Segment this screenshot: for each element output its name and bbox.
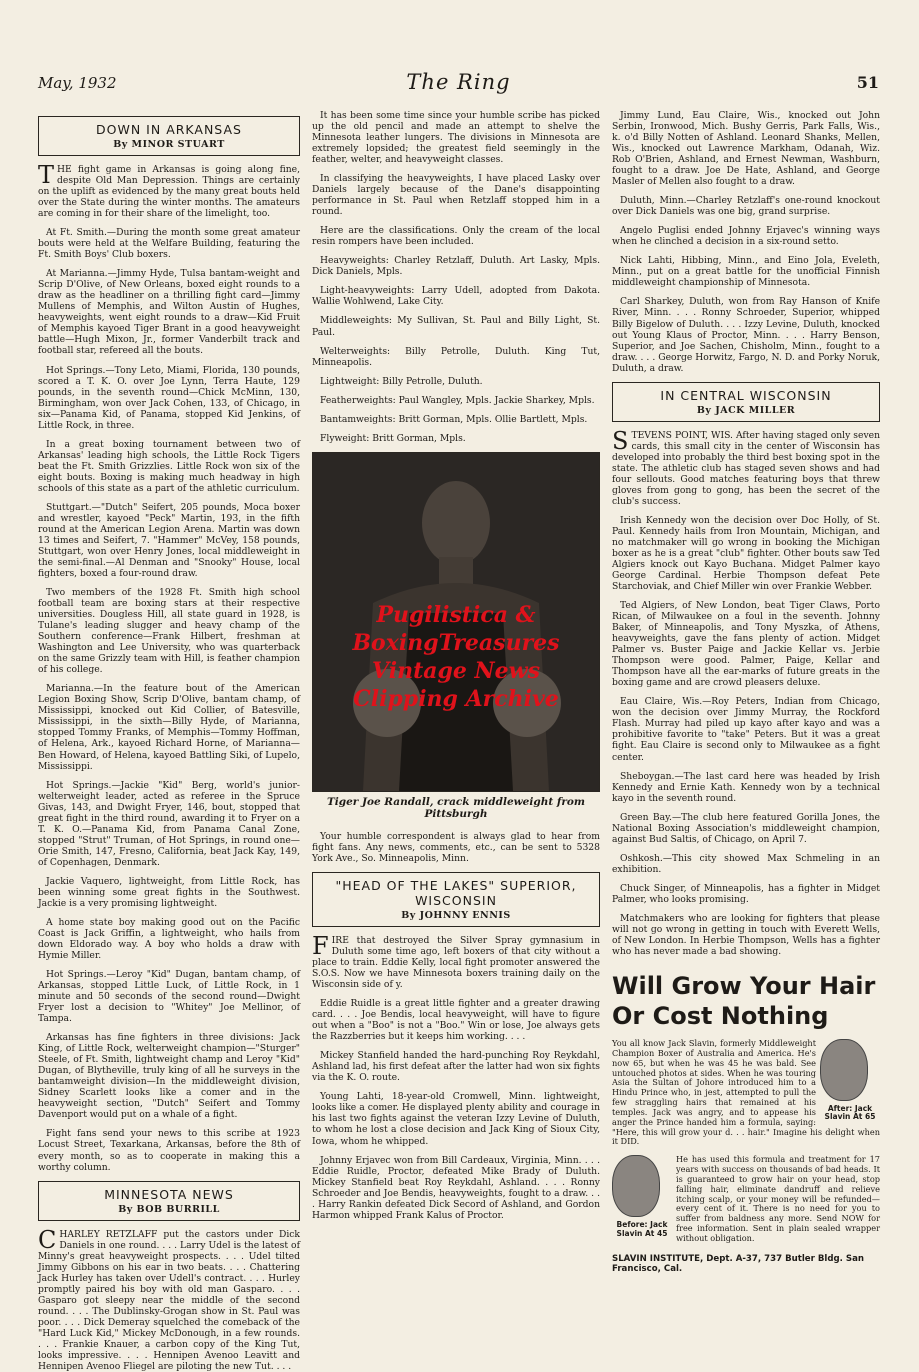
- article-paragraph: Hot Springs.—Leroy "Kid" Dugan, bantam champ, of Arkansas, stopped Little Luck, of Little Rock, in 1 minute and 50 seconds of the second round—Dwight Fryer lost a decision to "Whitey" Joe Mellinor, of Tampa.: [38, 969, 300, 1025]
- central-body: [612, 426, 880, 957]
- ad-headline: [612, 971, 880, 1031]
- hair-advertisement: [612, 971, 880, 1274]
- superior-heading-box: [312, 872, 600, 927]
- article-paragraph: Arkansas has fine fighters in three divisions: Jack King, of Little Rock, welterweight champion—"Sturger" Steele, of Ft. Smith, lightweight champ and Leroy "Kid" Dugan, of Blytheville, truly king of all he surveys in the bantamweight division—In the middleweight division, Sidney Scarlett looks like a comer and in the heavyweight section, "Dutch" Seifert and Tommy Davenport would put on a whale of a fight.: [38, 1032, 300, 1121]
- article-paragraph: Green Bay.—The club here featured Gorilla Jones, the National Boxing Association's middleweight champion, against Bud Saltis, of Chicago, on April 7.: [612, 811, 880, 845]
- ad-headline-line: Or Cost Nothing: [612, 1001, 829, 1030]
- magazine-title: The Ring: [406, 70, 511, 94]
- article-paragraph: Bantamweights: Britt Gorman, Mpls. Ollie Bartlett, Mpls.: [320, 413, 588, 425]
- before-portrait-image: [612, 1155, 660, 1217]
- article-paragraph: Eddie Ruidle is a great little fighter and a greater drawing card. . . . Joe Bendis, local heavyweight, will have to figure out when a "Boo" is not a "Boo." Win or lose, Joe always gets the Razzberries but it keeps him working. . . .: [312, 998, 600, 1043]
- ad-signature: SLAVIN INSTITUTE, Dept. A-37, 737 Butler Bldg. San Francisco, Cal.: [612, 1253, 865, 1274]
- article-paragraph: Jimmy Lund, Eau Claire, Wis., knocked out John Serbin, Ironwood, Mich. Bushy Gerris, Park Falls, Wis., k. o'd Billy Notten of Ashland. Leonard Shanks, Mellen, Wis., knocked out Lawrence Markham, Odanah, Wiz. Rob O'Brien, Ashland, and Ernest Newman, Washburn, fought to a draw. Joe De Hate, Ashland, and George Masler of Mellen also fought to a draw.: [612, 110, 880, 188]
- article-paragraph: Matchmakers who are looking for fighters that please will not go wrong in getting in touch with Everett Wells, of New London. In Herbie Thompson, Wells has a fighter who has never made a bad showing.: [612, 912, 880, 957]
- issue-date: May, 1932: [38, 74, 117, 92]
- page-header: [38, 70, 879, 98]
- superior-byline: By JOHNNY ENNIS: [401, 910, 511, 921]
- article-paragraph: Here are the classifications. Only the cream of the local resin rompers have been included.: [312, 225, 600, 248]
- article-paragraph: Carl Sharkey, Duluth, won from Ray Hanson of Knife River, Minn. . . . Ronny Schroeder, Superior, whipped Billy Bigelow of Duluth. . . . Izzy Levine, Duluth, knocked out Young Klaus of Proctor, Minn. . . . Harry Benson, Superior, and Joe Sachen, Chisholm, Minn., fought to a draw. . . . George Horwitz, Fargo, N. D. and Porky Noruk, Duluth, a draw.: [612, 296, 880, 374]
- arkansas-byline: By MINOR STUART: [113, 139, 225, 150]
- minnesota-title: MINNESOTA NEWS: [104, 1186, 234, 1202]
- article-paragraph: Angelo Puglisi ended Johnny Erjavec's winning ways when he clinched a decision in a six-round setto.: [612, 225, 880, 248]
- article-paragraph: Two members of the 1928 Ft. Smith high school football team are boxing stars at their respective universities. Dougless Hill, all state guard in 1928, is Tulane's leading slugger and heavy champ of the Southern conference—Frank Hilbert, freshman at Washington and Lee University, who was quarterback on the same Grizzly team with Hill, is feather champion of his college.: [38, 587, 300, 676]
- article-paragraph: Duluth, Minn.—Charley Retzlaff's one-round knockout over Dick Daniels was one big, grand surprise.: [612, 195, 880, 218]
- article-paragraph: Oshkosh.—This city showed Max Schmeling in an exhibition.: [612, 852, 880, 875]
- after-portrait-image: [820, 1039, 868, 1101]
- article-paragraph: FIRE that destroyed the Silver Spray gymnasium in Duluth some time ago, left boxers of that city without a place to train. Eddie Kelly, local fight promoter answered the S.O.S. Now we have Minnesota boxers training daily on the Wisconsin side of y.: [312, 932, 600, 991]
- central-byline: By JACK MILLER: [696, 404, 796, 416]
- minnesota-closing: Your humble correspondent is always glad to hear from fight fans. Any news, comments, etc., can be sent to 5328 York Ave., So. Minneapolis, Minn.: [312, 830, 600, 864]
- article-paragraph: Hot Springs.—Tony Leto, Miami, Florida, 130 pounds, scored a T. K. O. over Joe Lynn, Terra Haute, 129 pounds, in the seventh round—Chick McMinn, 130, Birmingham, won over Jack Cohen, 133, of Chicago, in six—Panama Kid, of Panama, stopped Kid Jenkins, of Little Rock, in three.: [38, 364, 300, 431]
- before-portrait-block: [612, 1155, 672, 1238]
- article-paragraph: Nick Lahti, Hibbing, Minn., and Eino Jola, Eveleth, Minn., put on a great battle for the unofficial Finnish middleweight championship of Minnesota.: [612, 255, 880, 289]
- article-paragraph: Welterweights: Billy Petrolle, Duluth. King Tut, Minneapolis.: [312, 345, 600, 368]
- article-paragraph: Light-heavyweights: Larry Udell, adopted from Dakota. Wallie Wohlwend, Lake City.: [312, 285, 600, 308]
- ad-body-2: He has used this formula and treatment for 17 years with success on thousands of bad heads. It is guaranteed to grow hair on your head, stop falling hair, eliminate dandruff and relieve itching scalp, or your money will be refunded—every cent of it. There is no need for you to suffer from baldness any more. Send NOW for free information. Sent in plain sealed wrapper without obligation.: [676, 1154, 880, 1243]
- article-paragraph: Johnny Erjavec won from Bill Cardeaux, Virginia, Minn. . . . Eddie Ruidle, Proctor, defeated Mike Brady of Duluth. Mickey Stanfield beat Roy Reykdahl, Ashland. . . . Ronny Schroeder and Joe Bendis, heavyweights, fought to a draw. . . . Harry Rankin defeated Dick Secord of Ashland, and Gordon Harmon whipped Frank Kalus of Proctor.: [312, 1154, 600, 1221]
- article-paragraph: THE fight game in Arkansas is going along fine, despite Old Man Depression. Things are certainly on the uplift as evidenced by the many great bouts held over the State during the winter months. The amateurs are coming in for their share of the limelight, too.: [38, 161, 300, 220]
- page-number: 51: [856, 73, 879, 92]
- ad-body-row: [612, 1039, 880, 1252]
- arkansas-heading-box: [38, 116, 300, 156]
- column-left: [38, 110, 300, 1372]
- article-paragraph: Marianna.—In the feature bout of the American Legion Boxing Show, Scrip D'Olive, bantam champ, of Mississippi, knocked out Kid Collier, of Batesville, Mississippi, in the sixth—Billy Hyde, of Marianna, stopped Tommy Franks, of Memphis—Tommy Hoffman, of Helena, Ark., kayoed Richard Horne, of Marianna—Ben Howard, of Helena, kayoed Battling Siki, of Lupelo, Mississippi.: [38, 683, 300, 772]
- article-paragraph: Featherweights: Paul Wangley, Mpls. Jackie Sharkey, Mpls.: [320, 394, 595, 406]
- article-paragraph: In a great boxing tournament between two of Arkansas' leading high schools, the Little Rock Tigers beat the Ft. Smith Grizzlies. Little Rock won six of the eight bouts. Boxing is making much headway in high schools of this state as a part of the athletic curriculum.: [38, 438, 300, 494]
- watermark-line: Vintage News: [372, 657, 540, 684]
- article-paragraph: Lightweight: Billy Petrolle, Duluth.: [320, 375, 483, 387]
- column-middle: [312, 110, 600, 1300]
- after-portrait-label: After: Jack Slavin At 65: [824, 1103, 876, 1122]
- article-paragraph: Eau Claire, Wis.—Roy Peters, Indian from Chicago, won the decision over Jimmy Murray, the Rockford Flash. Murray had piled up kayo after kayo and was a prohibitive favorite to "take" Peters. But it was a great fight. Eau Claire is second only to Milwaukee as a fight center.: [612, 696, 880, 763]
- photo-caption: Tiger Joe Randall, crack middleweight from Pittsburgh: [326, 795, 585, 821]
- central-heading-box: [612, 382, 880, 422]
- watermark-overlay: [313, 601, 599, 713]
- watermark-line: Pugilistica &: [376, 601, 536, 628]
- article-paragraph: Ted Algiers, of New London, beat Tiger Claws, Porto Rican, of Milwaukee on a foul in the seventh. Johnny Baker, of Minneapolis, and Tony Myszka, of Athens, heavyweights, gave the fans plenty of action. Midget Palmer vs. Buster Paige and Jackie Kellar vs. Jerbie Thompson were good. Palmer, Paige, Kellar and Thompson have all the ear-marks of future greats in the boxing game and are crowd pleasers deluxe.: [612, 600, 880, 689]
- article-paragraph: STEVENS POINT, WIS. After having staged only seven cards, this small city in the center of Wisconsin has developed into probably the third best boxing spot in the state. The athletic club has staged seven shows and had four sellouts. Good matches featuring boys that threw gloves from gong to gong, has been the secret of the club's success.: [612, 426, 880, 507]
- article-paragraph: Chuck Singer, of Minneapolis, has a fighter in Midget Palmer, who looks promising.: [612, 882, 880, 905]
- article-paragraph: Flyweight: Britt Gorman, Mpls.: [320, 432, 466, 444]
- article-paragraph: Mickey Stanfield handed the hard-punching Roy Reykdahl, Ashland lad, his first defeat after the latter had won six fights via the K. O. route.: [312, 1050, 600, 1084]
- column-right: [612, 110, 880, 1305]
- watermark-line: BoxingTreasures: [352, 629, 560, 656]
- minnesota-body: [312, 110, 600, 444]
- arkansas-body: [38, 161, 300, 1173]
- superior-title: "HEAD OF THE LAKES" SUPERIOR, WISCONSIN: [335, 878, 577, 908]
- watermark-line: Clipping Archive: [353, 685, 559, 712]
- article-paragraph: Sheboygan.—The last card here was headed by Irish Kennedy and Ernie Kath. Kennedy won by a technical kayo in the seventh round.: [612, 770, 880, 804]
- before-portrait-label: Before: Jack Slavin At 45: [616, 1220, 668, 1238]
- minnesota-heading-box: [38, 1181, 300, 1221]
- article-paragraph: Jackie Vaquero, lightweight, from Little Rock, has been winning some great fights in the Southwest. Jackie is a very promising lightweight.: [38, 875, 300, 909]
- article-paragraph: Middleweights: My Sullivan, St. Paul and Billy Light, St. Paul.: [312, 315, 600, 338]
- arkansas-title: DOWN IN ARKANSAS: [96, 122, 242, 137]
- ad-headline-line: Will Grow Your Hair: [612, 971, 876, 1000]
- after-portrait-block: [820, 1039, 880, 1122]
- article-paragraph: It has been some time since your humble scribe has picked up the old pencil and made an attempt to shelve the Minnesota leather lungers. The divisions in Minnesota are extremely lopsided; the greatest field seemingly in the feather, welter, and heavyweight classes.: [312, 110, 600, 166]
- article-paragraph: At Ft. Smith.—During the month some great amateur bouts were held at the Welfare Building, featuring the Ft. Smith Boys' Club boxers.: [38, 227, 300, 261]
- article-paragraph: Young Lahti, 18-year-old Cromwell, Minn. lightweight, looks like a comer. He displayed plenty ability and courage in his last two fights against the veteran Izzy Levine of Duluth, to whom he lost a close decision and Jack King of Sioux City, Iowa, whom he whipped.: [312, 1091, 600, 1147]
- article-paragraph: At Marianna.—Jimmy Hyde, Tulsa bantam-weight and Scrip D'Olive, of New Orleans, boxed eight rounds to a draw as the headliner on a thrilling fight card—Jimmy Mullens of Memphis, and Wilton Austin of Hughes, heavyweights, went eight rounds to a draw—Kid Fruit of Memphis kayoed Tiger Brant in a good heavyweight battle—Hugh Mixon, Jr., former Vanderbilt track and football star, refereed all the bouts.: [38, 268, 300, 357]
- boxer-photo: [312, 452, 600, 792]
- article-paragraph: Heavyweights: Charley Retzlaff, Duluth. Art Lasky, Mpls. Dick Daniels, Mpls.: [312, 255, 600, 278]
- central-title: IN CENTRAL WISCONSIN: [660, 387, 832, 403]
- article-paragraph: A home state boy making good out on the Pacific Coast is Jack Griffin, a lightweight, who hails from down Eldorado way. A boy who holds a draw with Hymie Miller.: [38, 916, 300, 961]
- article-paragraph: Irish Kennedy won the decision over Doc Holly, of St. Paul. Kennedy hails from Iron Mountain, Michigan, and no matchmaker will go wrong in booking the Michigan boxer as he is a great "club" fighter. Other bouts saw Ted Algiers knock out Kayo Buchana. Midget Palmer kayo George Cardinal. Herbie Thompson defeat Pete Starchoviak, and Chief Miller win over Frankie Webber.: [612, 514, 880, 593]
- article-paragraph: Stuttgart.—"Dutch" Seifert, 205 pounds, Moca boxer and wrestler, kayoed "Peck" Martin, 193, in the fifth round at the American Legion Arena. Martin was down 13 times and Seifert, 7. "Hammer" McVey, 158 pounds, Stuttgart, won over Henry Jones, local middleweight in the semi-final.—Al Denman and "Snooky" House, local fighters, boxed a four-round draw.: [38, 501, 300, 580]
- superior-body: [312, 932, 600, 1221]
- ad-body: You all know Jack Slavin, formerly Middleweight Champion Boxer of Australia and America. He's now 65, but when he was 45 he was bald. See untouched photos at sides. When he was touring Asia the Sultan of Johore introduced him to a Hindu Prince who, in jest, attempted to pull the few straggling hairs that remained at his temples. Jack was angry, and to appease his anger the Prince handed him a formula, saying: "Here, this will grow your d. . . hair." Imagine his delight when it DID.: [612, 1037, 880, 1147]
- minnesota-lead-paragraph: CHARLEY RETZLAFF put the castors under Dick Daniels in one round. . . . Larry Udel is the latest of Minny's great heavyweight prospects. . . . Udel tilted Jimmy Gibbons on his ear in two beats. . . . Chattering Jack Hurley has taken over Udell's contract. . . . Hurley promptly paired his boy with old man Gasparo. . . . Gasparo got sleepy near the middle of the second round. . . . The Dublinsky-Grogan show in St. Paul was poor. . . . Dick Demeray squelched the comeback of the "Hard Luck Kid," Mickey McDonough, in a few rounds. . . . Frankie Knauer, a carbon copy of the King Tut, looks impressive. . . . Hennipen Avenoo Leavitt and Hennipen Avenoo Fliegel are piloting the new Tut. . . .: [38, 1225, 300, 1372]
- article-paragraph: Hot Springs.—Jackie "Kid" Berg, world's junior-welterweight leader, acted as referee in the Spruce Givas, 143, and Dwight Fryer, 146, bout, stopped that great fight in the third round, awarding it to Fryer on a T. K. O.—Panama Kid, from Panama Canal Zone, stopped "Strut" Truman, of Hot Springs, in round one—Orie Smith, 147, Fresno, California, beat Jack Kay, 149, of Copenhagen, Denmark.: [38, 779, 300, 868]
- minnesota-byline: By BOB BURRILL: [118, 1203, 220, 1215]
- article-paragraph: Fight fans send your news to this scribe at 1923 Locust Street, Texarkana, Arkansas, before the 8th of every month, so as to cooperate in making this a worthy column.: [38, 1128, 300, 1173]
- superior-body-continued: [612, 110, 880, 374]
- article-paragraph: In classifying the heavyweights, I have placed Lasky over Daniels largely because of the Dane's disappointing performance in St. Paul when Retzlaff stopped him in a round.: [312, 173, 600, 218]
